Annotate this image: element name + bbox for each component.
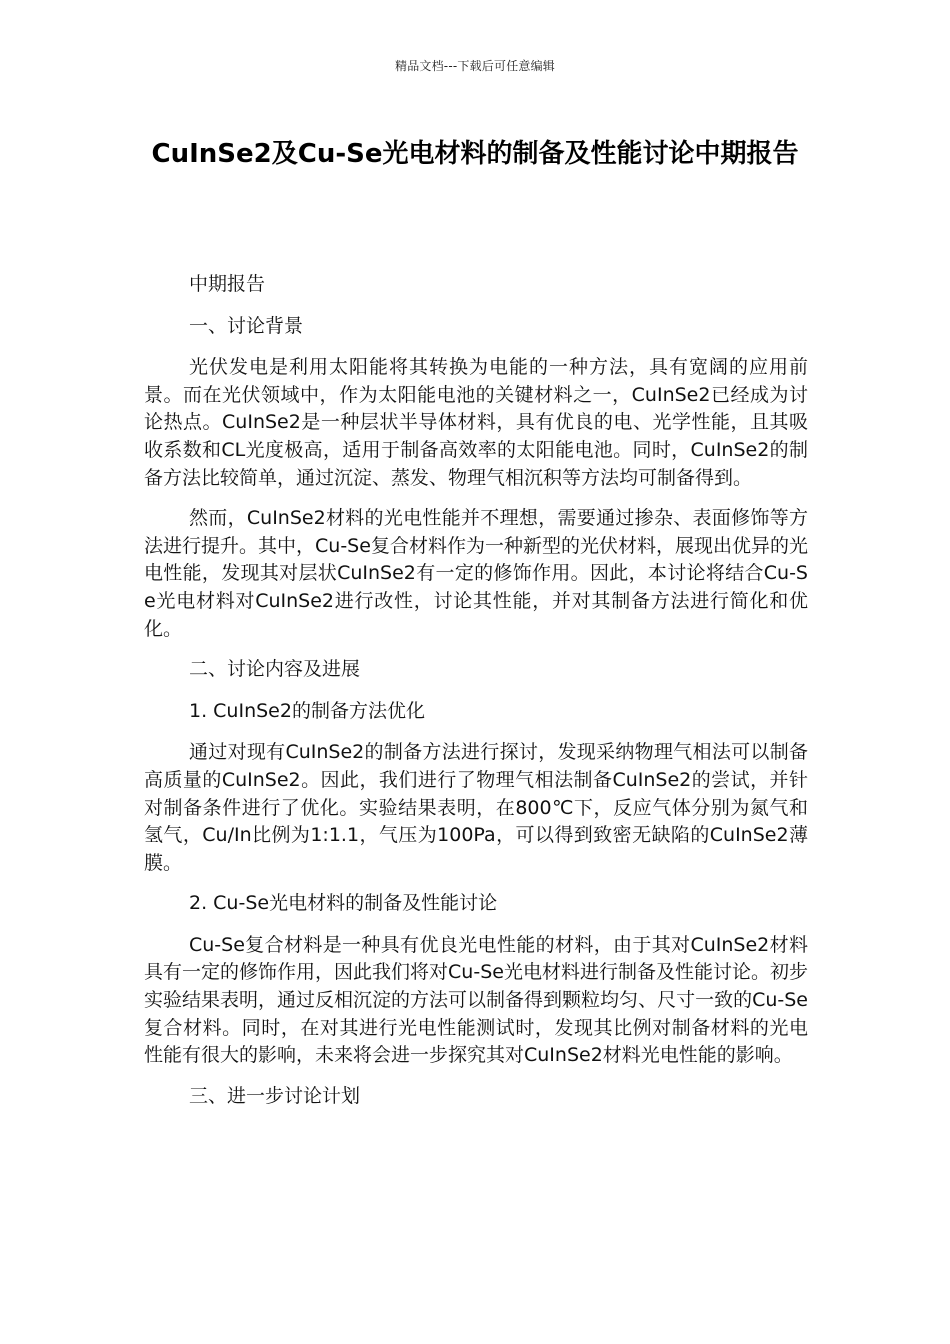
report-label: 中期报告 (189, 273, 266, 295)
subsection-heading-cuse: 2. Cu-Se光电材料的制备及性能讨论 (189, 892, 498, 915)
paragraph-background-1: 光伏发电是利用太阳能将其转换为电能的一种方法，具有宽阔的应用前景。而在光伏领域中，作为太阳能电池的关键材料之一，CuInSe2已经成为讨论热点。CuInSe2是一种层状半导体材料，具有优良的电、光学性能，且其吸收系数和CL光度极高，适用于制备高效率的太阳能电池。同时，CuInSe2的制备方法比较简单，通过沉淀、蒸发、物理气相沉积等方法均可制备得到。 (144, 356, 808, 489)
page-header: 精品文档---下载后可任意编辑 (395, 59, 555, 73)
paragraph-cuse-materials: Cu-Se复合材料是一种具有优良光电性能的材料，由于其对CuInSe2材料具有一定的修饰作用，因此我们将对Cu-Se光电材料进行制备及性能讨论。初步实验结果表明，通过反相沉淀的方法可以制备得到颗粒均匀、尺寸一致的Cu-Se复合材料。同时，在对其进行光电性能测试时，发现其比例对制备材料的光电性能有很大的影响，未来将会进一步探究其对CuInSe2材料光电性能的影响。 (144, 933, 808, 1067)
paragraph-background-2: 然而，CuInSe2材料的光电性能并不理想，需要通过掺杂、表面修饰等方法进行提升。其中，Cu-Se复合材料作为一种新型的光伏材料，展现出优异的光电性能，发现其对层状CuInSe2有一定的修饰作用。因此，本讨论将结合Cu-Se光电材料对CuInSe2进行改性，讨论其性能，并对其制备方法进行简化和优化。 (144, 507, 808, 640)
document-title: CuInSe2及Cu-Se光电材料的制备及性能讨论中期报告 (151, 139, 799, 169)
section-heading-background: 一、讨论背景 (189, 314, 304, 337)
document-body (144, 271, 808, 1124)
subsection-heading-cuinse2: 1. CuInSe2的制备方法优化 (189, 699, 425, 722)
section-heading-further-plan: 三、进一步讨论计划 (189, 1084, 361, 1107)
section-heading-content-progress: 二、讨论内容及进展 (189, 658, 361, 681)
paragraph-cuinse2-optimization: 通过对现有CuInSe2的制备方法进行探讨，发现采纳物理气相法可以制备高质量的CuInSe2。因此，我们进行了物理气相法制备CuInSe2的尝试，并针对制备条件进行了优化。实验结果表明，在800℃下，反应气体分别为氮气和氢气，Cu/In比例为1:1.1，气压为100Pa，可以得到致密无缺陷的CuInSe2薄膜。 (144, 741, 808, 874)
